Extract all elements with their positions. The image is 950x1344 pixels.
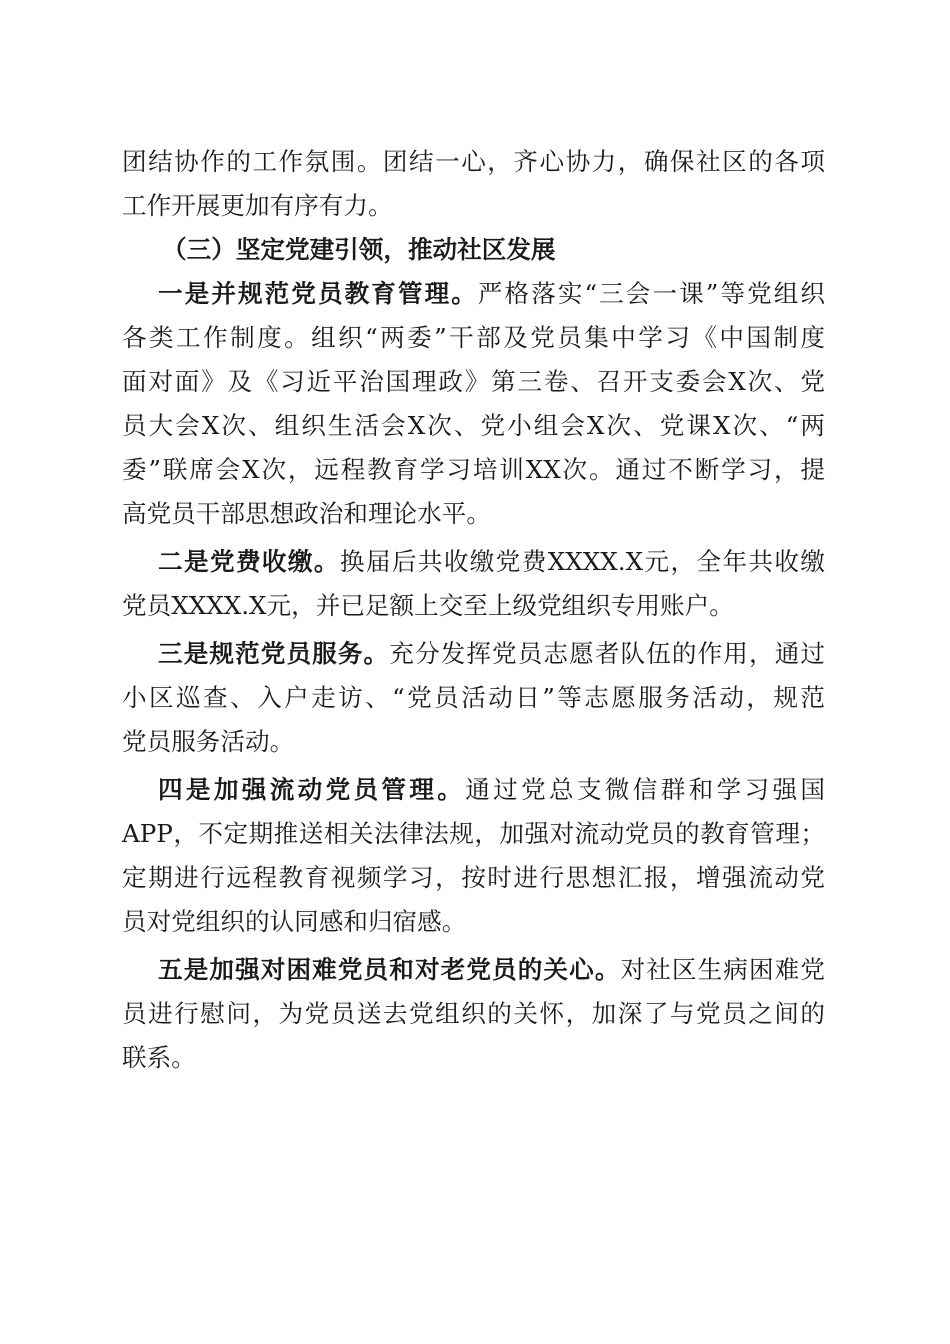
text-line: 高党员干部思想政治和理论水平。 bbox=[122, 499, 491, 528]
text-line: 各类工作制度。组织“两委”干部及党员集中学习《中国制度 bbox=[122, 323, 825, 352]
text-run: 充分发挥党员志愿者队伍的作用，通过 bbox=[389, 639, 825, 668]
text-line: 联系。 bbox=[122, 1043, 196, 1072]
text-line: 委”联席会X次，远程教育学习培训XX次。通过不断学习，提 bbox=[122, 455, 825, 484]
paragraph-mobile-members bbox=[122, 768, 825, 944]
text-run: 通过党总支微信群和学习强国 bbox=[465, 775, 825, 804]
text-line: 小区巡查、入户走访、“党员活动日”等志愿服务活动，规范 bbox=[122, 683, 825, 712]
text-line: 员对党组织的认同感和归宿感。 bbox=[122, 907, 467, 936]
paragraph-party-dues bbox=[122, 540, 825, 628]
document-page bbox=[122, 140, 825, 1080]
text-line: 定期进行远程教育视频学习，按时进行思想汇报，增强流动党 bbox=[122, 863, 825, 892]
text-run: 严格落实“三会一课”等党组织 bbox=[477, 279, 825, 308]
text-line bbox=[122, 948, 825, 992]
paragraph-lead: 五是加强对困难党员和对老党员的关心。 bbox=[158, 955, 621, 984]
text-line: 面对面》及《习近平治国理政》第三卷、召开支委会X次、党 bbox=[122, 367, 825, 396]
paragraph-lead: 一是并规范党员教育管理。 bbox=[158, 279, 478, 308]
text-line: APP，不定期推送相关法律法规，加强对流动党员的教育管理； bbox=[122, 819, 825, 848]
text-line: 党员XXXX.X元，并已足额上交至上级党组织专用账户。 bbox=[122, 591, 734, 620]
intro-paragraph bbox=[122, 140, 825, 228]
paragraph-lead: 三是规范党员服务。 bbox=[158, 639, 390, 668]
text-line: 员大会X次、组织生活会X次、党小组会X次、党课X次、“两 bbox=[122, 411, 825, 440]
paragraph-lead: 四是加强流动党员管理。 bbox=[158, 775, 466, 804]
text-line bbox=[122, 272, 825, 316]
paragraph-education-management bbox=[122, 272, 825, 536]
paragraph-care-for-members bbox=[122, 948, 825, 1080]
text-line bbox=[122, 632, 825, 676]
text-line: 团结协作的工作氛围。团结一心，齐心协力，确保社区的各项 bbox=[122, 147, 825, 176]
text-line: 员进行慰问，为党员送去党组织的关怀，加深了与党员之间的 bbox=[122, 999, 825, 1028]
text-line: 工作开展更加有序有力。 bbox=[122, 191, 393, 220]
section-heading: （三）坚定党建引领，推动社区发展 bbox=[162, 235, 556, 264]
text-run: 换届后共收缴党费XXXX.X元，全年共收缴 bbox=[339, 547, 825, 576]
paragraph-lead: 二是党费收缴。 bbox=[158, 547, 340, 576]
text-run: 对社区生病困难党 bbox=[620, 955, 825, 984]
text-line bbox=[122, 540, 825, 584]
text-line bbox=[122, 768, 825, 812]
paragraph-member-service bbox=[122, 632, 825, 764]
text-line: 党员服务活动。 bbox=[122, 727, 295, 756]
